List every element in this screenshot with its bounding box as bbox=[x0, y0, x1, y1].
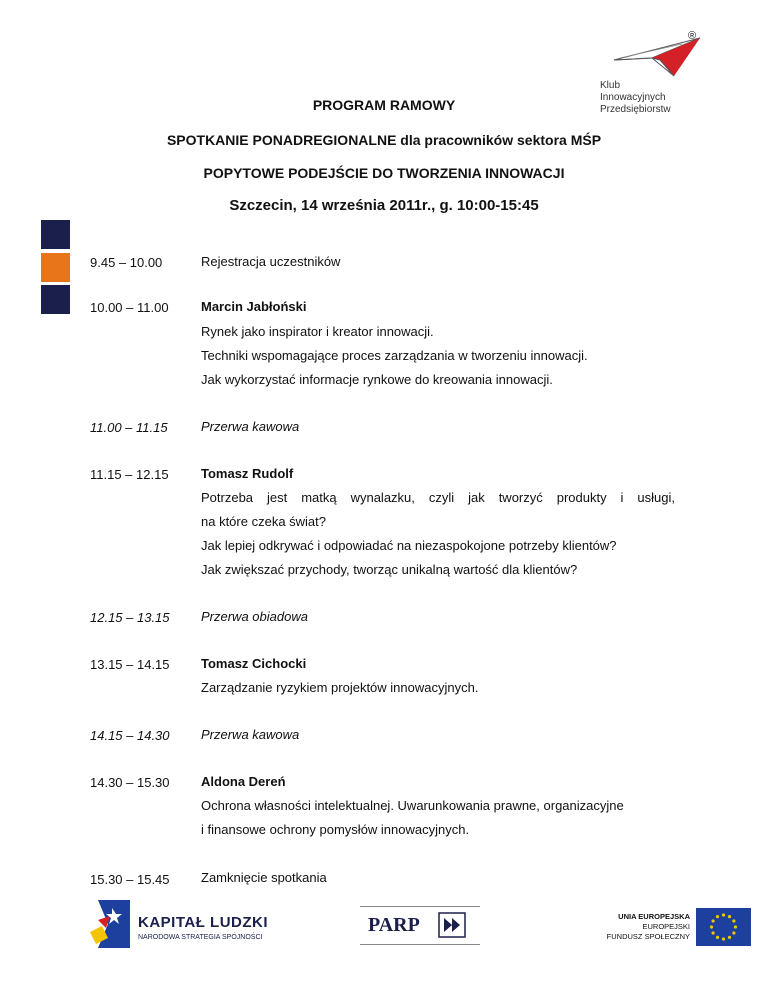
agenda-item-text: Zarządzanie ryzykiem projektów innowacyjnych. bbox=[201, 680, 479, 695]
agenda-item-text: Ochrona własności intelektualnej. Uwarunkowania prawne, organizacyjne bbox=[201, 798, 624, 813]
page-title: PROGRAM RAMOWY bbox=[312, 97, 456, 113]
agenda-time: 10.00 – 11.00 bbox=[90, 300, 169, 315]
agenda-time: 11.00 – 11.15 bbox=[90, 420, 168, 435]
footer-rule-bottom bbox=[360, 944, 480, 945]
eu-logo bbox=[600, 908, 752, 948]
eu-line-3: FUNDUSZ SPOŁECZNY bbox=[606, 932, 690, 941]
kapital-ludzki-emblem-icon bbox=[88, 898, 132, 950]
navy-square-bottom bbox=[41, 285, 70, 314]
agenda-break: Przerwa kawowa bbox=[201, 419, 300, 434]
eu-line-2: EUROPEJSKI bbox=[642, 922, 690, 931]
agenda-item-text: Jak lepiej odkrywać i odpowiadać na niezaspokojone potrzeby klientów? bbox=[201, 538, 617, 553]
orange-square bbox=[41, 253, 70, 282]
agenda-item-text: na które czeka świat? bbox=[201, 514, 327, 529]
agenda-item-text: Techniki wspomagające proces zarządzania w tworzeniu innowacji. bbox=[201, 348, 588, 363]
agenda-time: 11.15 – 12.15 bbox=[90, 467, 169, 482]
agenda-time: 12.15 – 13.15 bbox=[90, 610, 170, 625]
parp-logo bbox=[360, 900, 480, 950]
agenda-speaker: Tomasz Cichocki bbox=[201, 656, 307, 671]
event-subtitle: SPOTKANIE PONADREGIONALNE dla pracowników sektora MŚP bbox=[166, 132, 602, 148]
agenda-break: Przerwa kawowa bbox=[201, 727, 300, 742]
agenda-item-text: Rynek jako inspirator i kreator innowacji. bbox=[201, 324, 434, 339]
navy-square-top bbox=[41, 220, 70, 249]
agenda-speaker: Tomasz Rudolf bbox=[201, 466, 294, 481]
event-topic: POPYTOWE PODEJŚCIE DO TWORZENIA INNOWACJI bbox=[203, 165, 565, 181]
agenda-time: 14.15 – 14.30 bbox=[90, 728, 170, 743]
agenda-break: Przerwa obiadowa bbox=[201, 609, 308, 624]
agenda-item-text: i finansowe ochrony pomysłów innowacyjnych. bbox=[201, 822, 470, 837]
kip-line-2: Innowacyjnych bbox=[600, 92, 666, 103]
eu-text bbox=[600, 912, 690, 942]
agenda-time: 13.15 – 14.15 bbox=[90, 657, 170, 672]
agenda-item-text: Rejestracja uczestników bbox=[201, 254, 341, 269]
kip-line-3: Przedsiębiorstw bbox=[600, 104, 671, 115]
eu-line-1: UNIA EUROPEJSKA bbox=[618, 912, 690, 921]
agenda-time: 15.30 – 15.45 bbox=[90, 872, 170, 887]
agenda-item-text: Potrzeba jest matką wynalazku, czyli jak tworzyć produkty i usługi, bbox=[201, 490, 675, 505]
eu-flag-icon bbox=[696, 908, 751, 946]
agenda-item-text: Jak zwiększać przychody, tworząc unikalną wartość dla klientów? bbox=[201, 562, 578, 577]
kip-line-1: Klub bbox=[600, 80, 621, 91]
agenda-time: 9.45 – 10.00 bbox=[90, 255, 163, 270]
parp-emblem-icon bbox=[438, 912, 466, 938]
parp-wordmark: PARP bbox=[368, 914, 420, 936]
footer-rule-top bbox=[360, 906, 480, 907]
agenda-item-text: Jak wykorzystać informacje rynkowe do kreowania innowacji. bbox=[201, 372, 553, 387]
agenda-speaker: Marcin Jabłoński bbox=[201, 299, 307, 314]
place-date: Szczecin, 14 września 2011r., g. 10:00-15:45 bbox=[229, 197, 539, 214]
kapital-ludzki-logo bbox=[88, 898, 288, 954]
kapital-ludzki-title: KAPITAŁ LUDZKI bbox=[138, 914, 269, 931]
agenda-time: 14.30 – 15.30 bbox=[90, 775, 170, 790]
agenda-item-text: Zamknięcie spotkania bbox=[201, 870, 327, 885]
kapital-ludzki-subtitle: NARODOWA STRATEGIA SPÓJNOŚCI bbox=[138, 934, 263, 941]
registered-mark: ® bbox=[688, 30, 697, 42]
agenda-speaker: Aldona Dereń bbox=[201, 774, 286, 789]
